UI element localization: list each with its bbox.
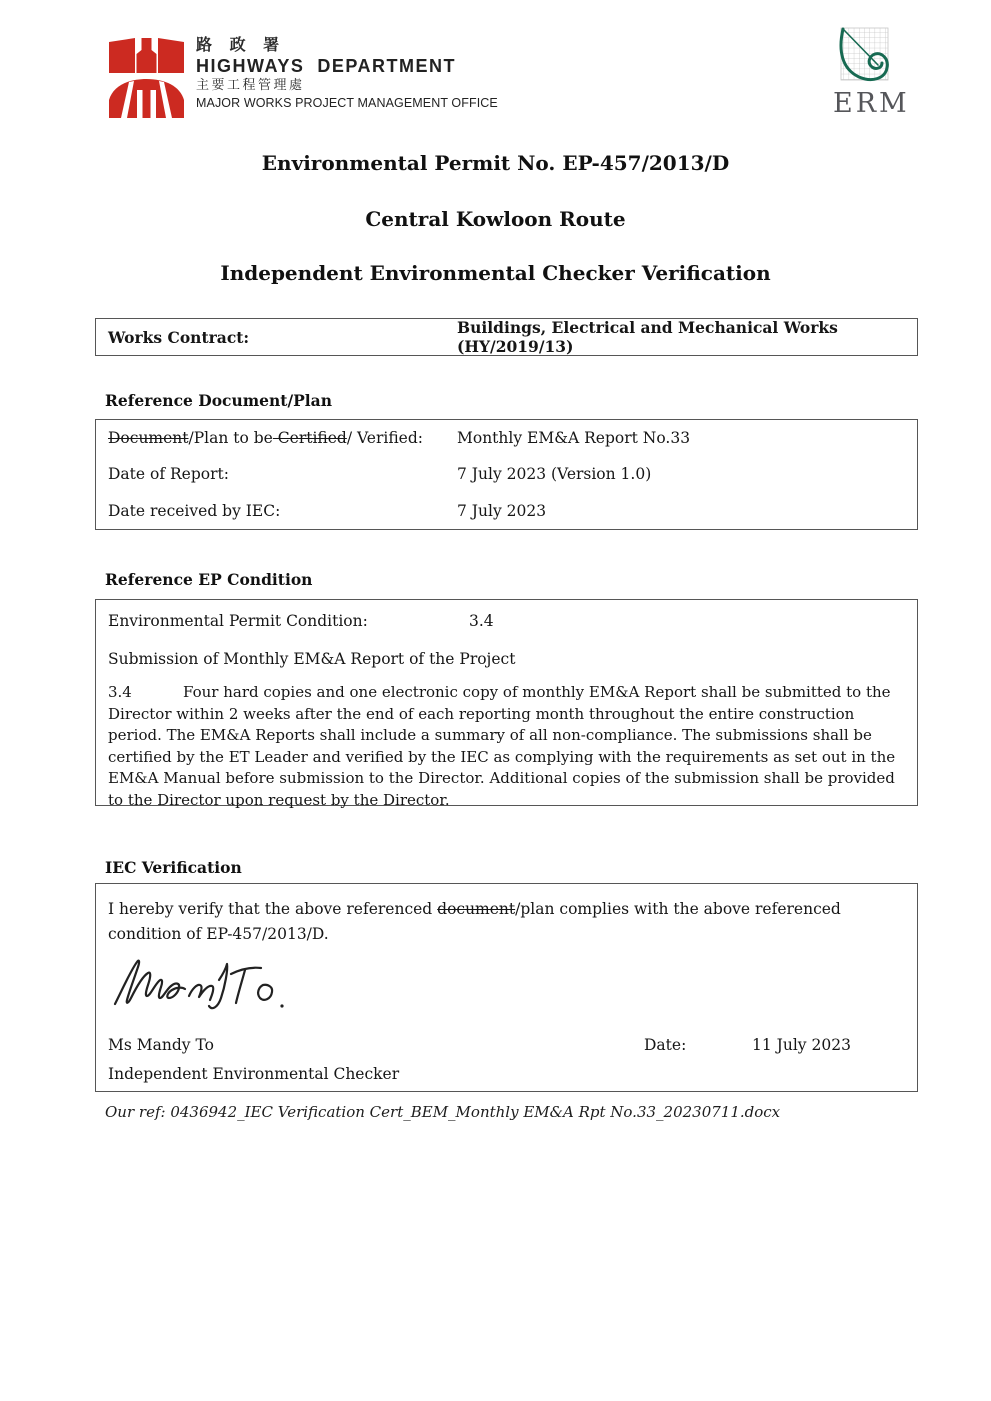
signatory-title: Independent Environmental Checker: [108, 1065, 400, 1083]
erm-fern-icon: [833, 27, 897, 85]
works-contract-value: Buildings, Electrical and Mechanical Works (HY/2019/13): [457, 318, 849, 356]
section-heading-iec-verification: IEC Verification: [105, 858, 242, 877]
our-ref-line: Our ref: 0436942_IEC Verification Cert_BEM_Monthly EM&A Rpt No.33_20230711.docx: [105, 1103, 781, 1121]
title-project-name: Central Kowloon Route: [365, 207, 626, 231]
reference-document-table: [95, 419, 918, 530]
department-name-english: HIGHWAYS DEPARTMENT: [196, 56, 457, 77]
ep-condition-label: Environmental Permit Condition:: [108, 612, 368, 630]
document-plan-value: Monthly EM&A Report No.33: [457, 429, 691, 448]
table-row-ep-condition: [108, 611, 905, 632]
date-received-label: Date received by IEC:: [108, 501, 281, 520]
signatory-name: Ms Mandy To: [108, 1036, 214, 1054]
struck-word-document-statement: document: [437, 900, 516, 918]
verification-statement: I hereby verify that the above referenced document/plan complies with the above referenced condition of EP-457/2013/D.: [108, 900, 841, 943]
ep-condition-value: 3.4: [469, 612, 494, 630]
highways-department-letterhead: [196, 36, 498, 110]
signature-mandy-to: [111, 954, 286, 1020]
office-name-chinese: 主要工程管理處: [196, 78, 305, 94]
date-of-report-label: Date of Report:: [108, 465, 229, 484]
date-label: Date:: [644, 1036, 687, 1054]
section-heading-reference-ep-condition: Reference EP Condition: [105, 570, 313, 589]
struck-word-document: Document: [108, 429, 189, 448]
department-name-chinese: 路 政 署: [196, 35, 286, 54]
clause-text: Four hard copies and one electronic copy of monthly EM&A Report shall be submitted to the Director within 2 weeks after the end of each reporting month throughout the entire construction period. The EM&A Reports shall include a summary of all non-compliance. The submissions shall be certified by the ET Leader and verified by the IEC as complying with the requirements as set out in the EM&A Manual before submission to the Director. Additional copies of the submission shall be provided to the Director upon request by the Director.: [108, 683, 896, 809]
erm-logo: [833, 27, 943, 117]
table-row-date-of-report: [96, 456, 917, 492]
date-value: 11 July 2023: [752, 1036, 851, 1054]
section-heading-reference-document: Reference Document/Plan: [105, 391, 332, 410]
ep-condition-clause: [108, 682, 905, 811]
title-document-type: Independent Environmental Checker Verification: [220, 261, 771, 285]
highways-department-logo-icon: [104, 33, 189, 122]
office-name-english: MAJOR WORKS PROJECT MANAGEMENT OFFICE: [196, 96, 498, 111]
iec-verification-box: [95, 883, 918, 1092]
struck-word-certified: Certified: [272, 429, 347, 448]
works-contract-label: Works Contract:: [108, 327, 250, 347]
table-row-date-received: [96, 493, 917, 529]
works-contract-table: [95, 318, 918, 356]
reference-ep-condition-table: [95, 599, 918, 809]
title-environmental-permit-no: Environmental Permit No. EP-457/2013/D: [261, 151, 730, 175]
erm-wordmark: ERM: [833, 88, 910, 119]
clause-number: 3.4: [108, 683, 132, 701]
date-received-value: 7 July 2023: [457, 501, 547, 520]
table-row-document-plan: [96, 420, 917, 456]
document-plan-label: Document/Plan to be Certified/ Verified:: [108, 429, 423, 448]
ep-condition-subject: Submission of Monthly EM&A Report of the Project: [108, 650, 516, 668]
date-of-report-value: 7 July 2023 (Version 1.0): [457, 465, 652, 484]
